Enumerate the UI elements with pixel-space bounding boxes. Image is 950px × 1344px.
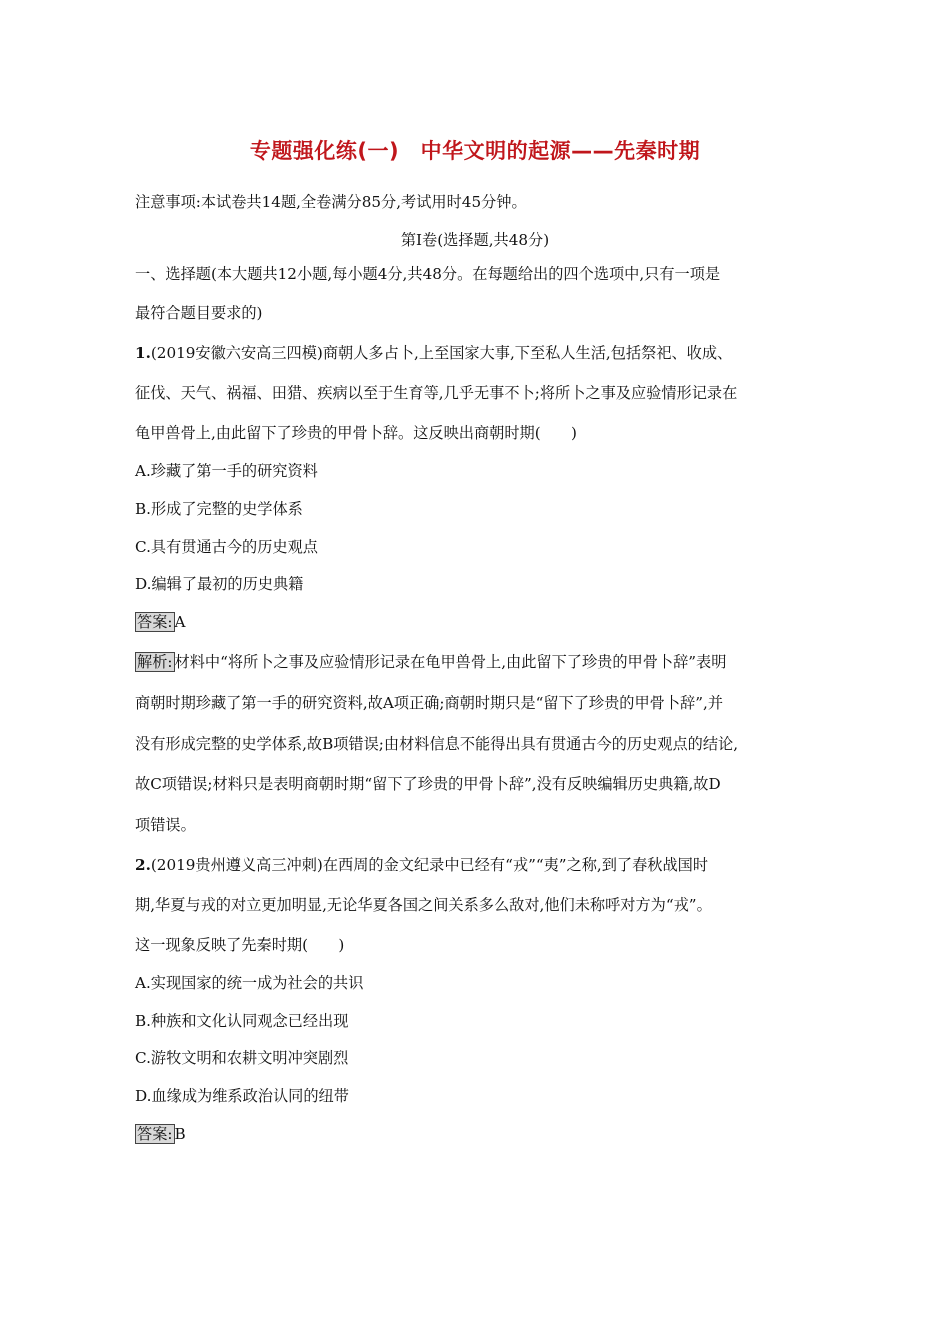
section-heading-line: 最符合题目要求的) xyxy=(135,304,263,322)
section-heading-line: 一、选择题(本大题共12小题,每小题4分,共48分。在每题给出的四个选项中,只有一项是 xyxy=(135,265,721,283)
answer-value: A xyxy=(174,613,186,631)
notice-text: 注意事项:本试卷共14题,全卷满分85分,考试用时45分钟。 xyxy=(135,193,527,211)
analysis-label-badge: 解析: xyxy=(137,653,173,671)
question-1-option-a: A.珍藏了第一手的研究资料 xyxy=(135,462,318,480)
analysis-line: 没有形成完整的史学体系,故B项错误;由材料信息不能得出具有贯通古今的历史观点的结论, xyxy=(135,735,739,753)
answer-label-badge: 答案: xyxy=(137,1125,173,1143)
question-1-option-b: B.形成了完整的史学体系 xyxy=(135,500,303,518)
question-2-answer xyxy=(135,1124,825,1144)
analysis-line: 项错误。 xyxy=(135,816,196,834)
answer-value: B xyxy=(174,1125,186,1143)
analysis-text: 材料中“将所卜之事及应验情形记录在龟甲兽骨上,由此留下了珍贵的甲骨卜辞”表明 xyxy=(174,653,727,671)
analysis-line: 商朝时期珍藏了第一手的研究资料,故A项正确;商朝时期只是“留下了珍贵的甲骨卜辞”,并 xyxy=(135,694,724,712)
question-2-option-c: C.游牧文明和农耕文明冲突剧烈 xyxy=(135,1049,349,1067)
question-1-stem-line xyxy=(135,343,825,363)
question-2-stem-line: 这一现象反映了先秦时期( ) xyxy=(135,936,345,954)
analysis-line: 故C项错误;材料只是表明商朝时期“留下了珍贵的甲骨卜辞”,没有反映编辑历史典籍,故D xyxy=(135,775,721,793)
question-stem-text: (2019安徽六安高三四模)商朝人多占卜,上至国家大事,下至私人生活,包括祭祀、收成、 xyxy=(150,344,733,362)
answer-label-badge: 答案: xyxy=(137,613,173,631)
page-title: 专题强化练(一) 中华文明的起源——先秦时期 xyxy=(249,139,701,163)
question-1-answer xyxy=(135,612,825,632)
question-2-stem-line xyxy=(135,855,825,875)
question-2-stem-line: 期,华夏与戎的对立更加明显,无论华夏各国之间关系多么敌对,他们未称呼对方为“戎”。 xyxy=(135,896,712,914)
question-1-analysis xyxy=(135,652,825,672)
question-1-stem-line: 征伐、天气、祸福、田猎、疾病以至于生育等,几乎无事不卜;将所卜之事及应验情形记录在 xyxy=(135,384,738,402)
question-2-option-b: B.种族和文化认同观念已经出现 xyxy=(135,1012,349,1030)
question-1-option-c: C.具有贯通古今的历史观点 xyxy=(135,538,318,556)
question-2-option-d: D.血缘成为维系政治认同的纽带 xyxy=(135,1087,349,1105)
question-1-stem-line: 龟甲兽骨上,由此留下了珍贵的甲骨卜辞。这反映出商朝时期( ) xyxy=(135,424,577,442)
question-number: 1. xyxy=(135,344,151,362)
part-title: 第Ⅰ卷(选择题,共48分) xyxy=(400,231,550,249)
question-number: 2. xyxy=(135,856,151,874)
question-1-option-d: D.编辑了最初的历史典籍 xyxy=(135,575,304,593)
question-stem-text: (2019贵州遵义高三冲刺)在西周的金文纪录中已经有“戎”“夷”之称,到了春秋战国时 xyxy=(150,856,709,874)
question-2-option-a: A.实现国家的统一成为社会的共识 xyxy=(135,974,364,992)
